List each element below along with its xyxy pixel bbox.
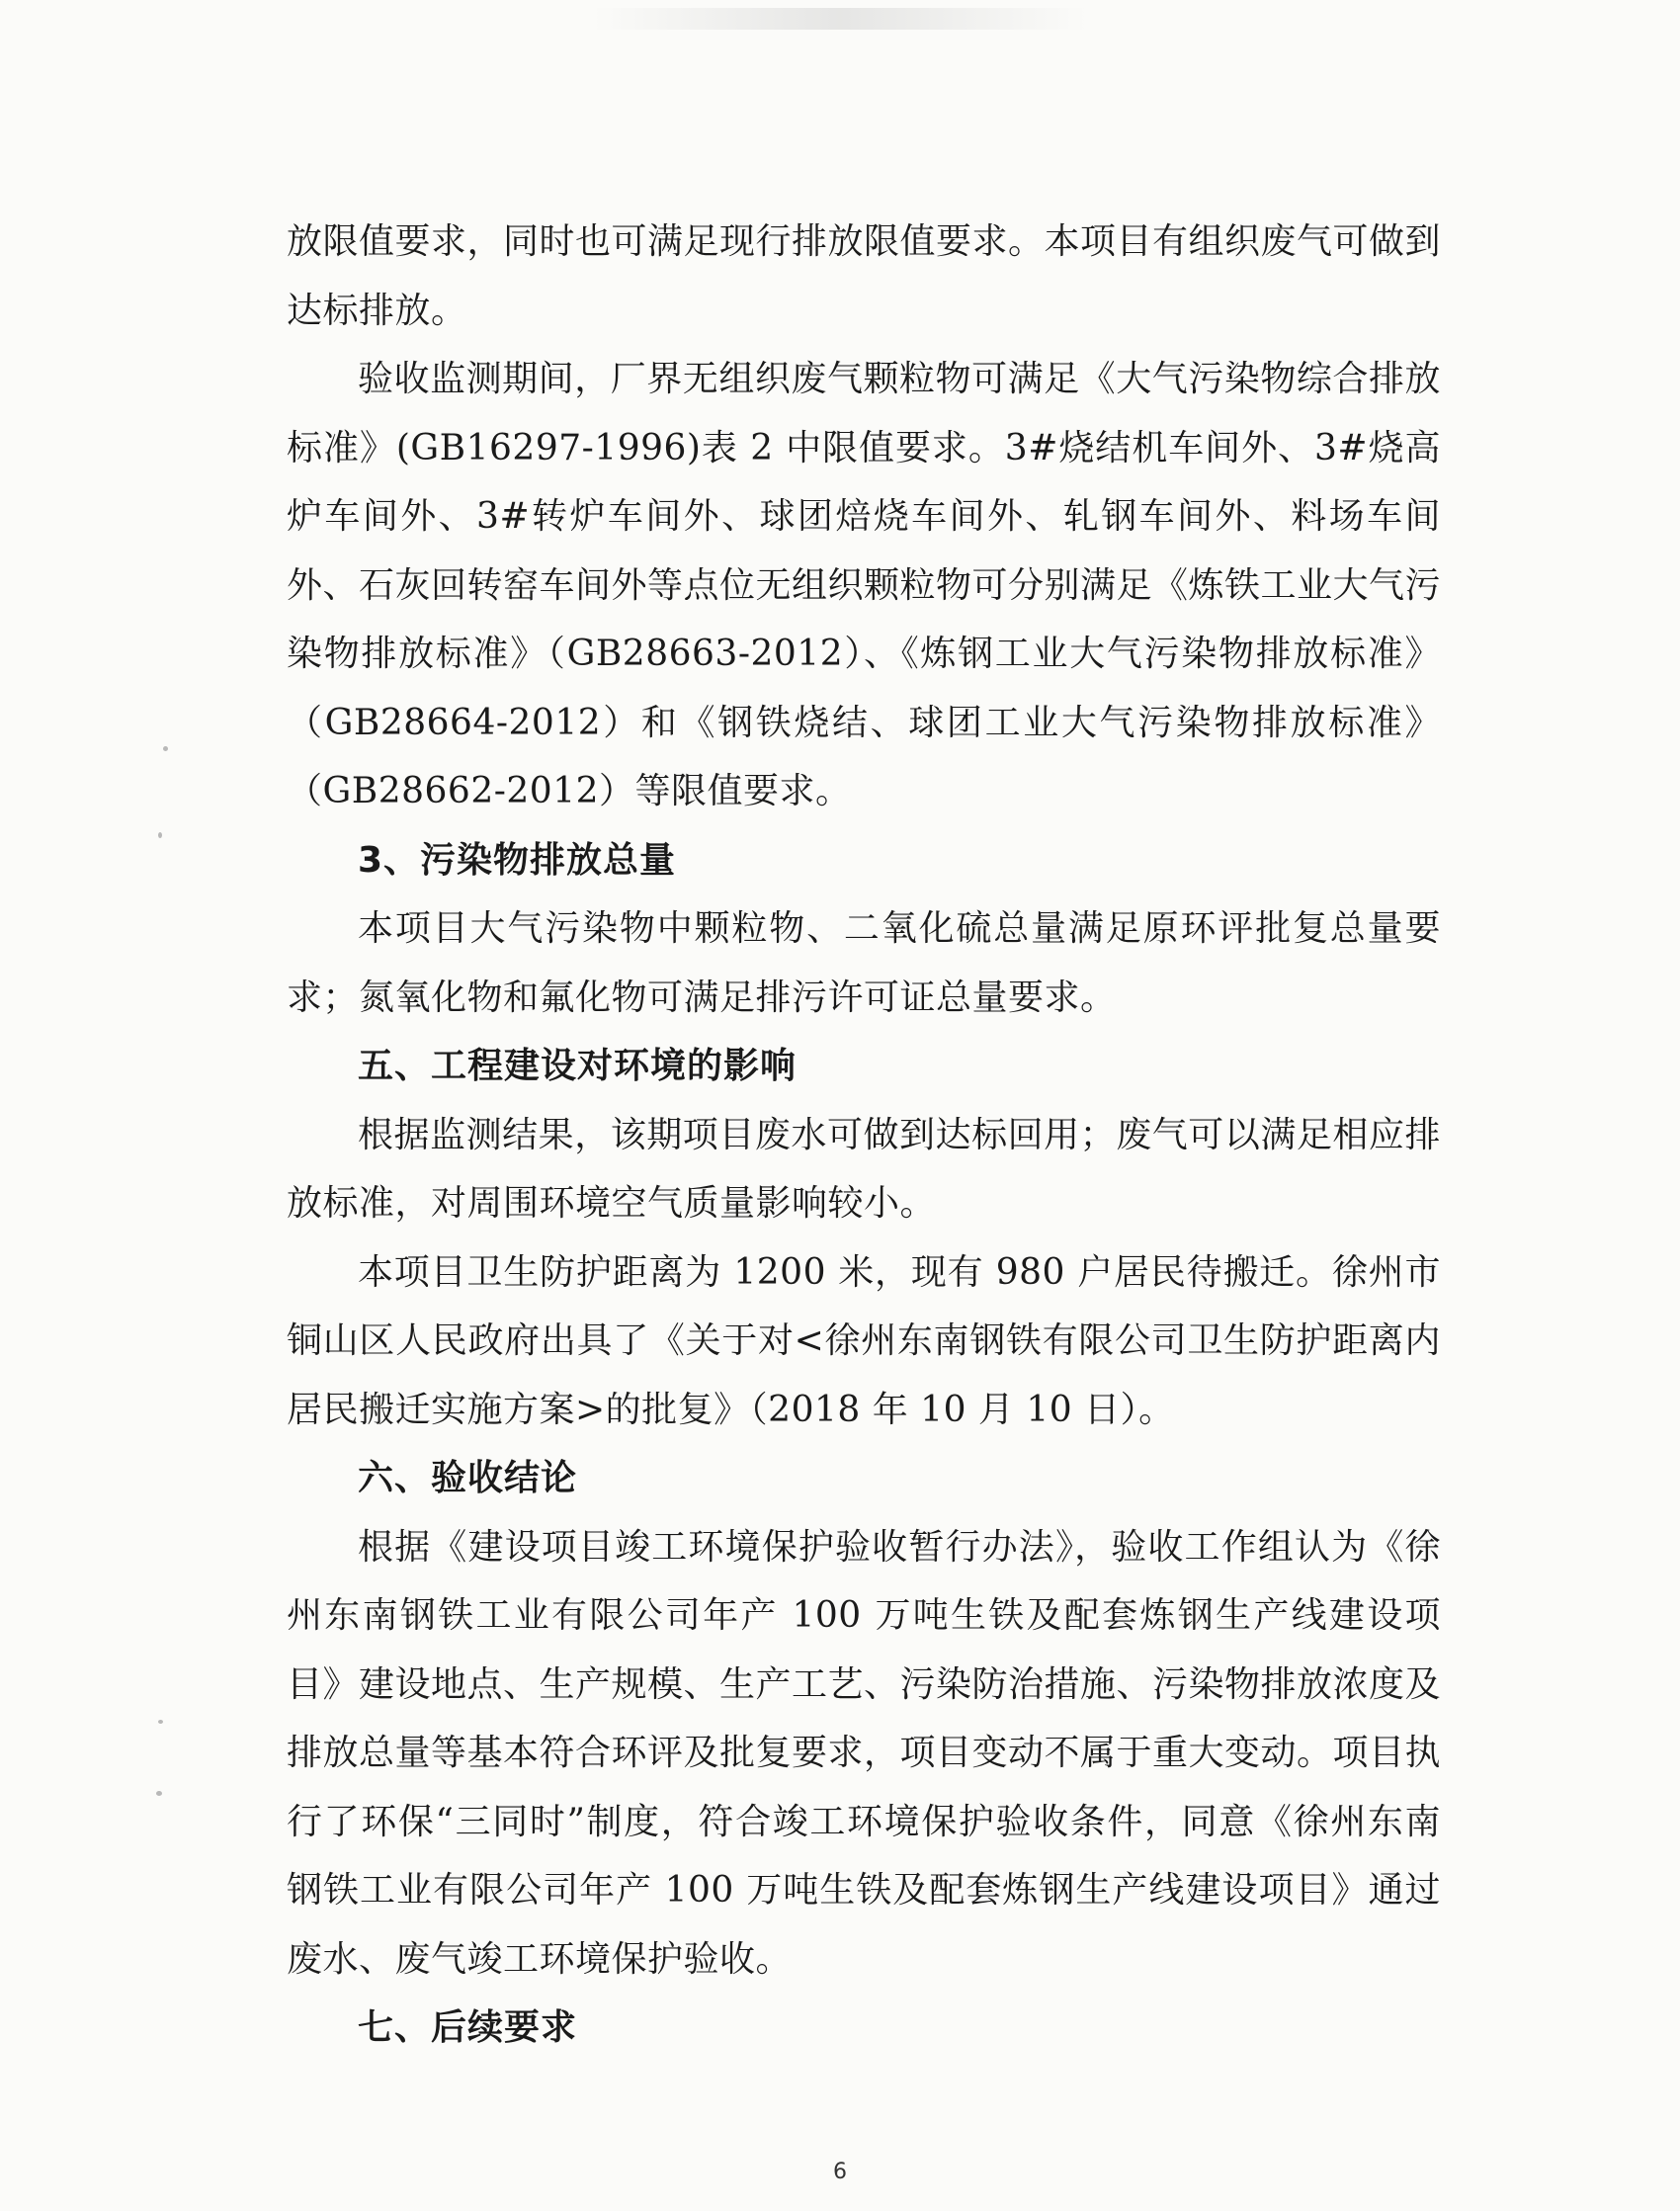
scan-dot: [158, 832, 162, 838]
section-heading-follow-up: 七、后续要求: [358, 2007, 578, 2048]
section-heading-total-emissions: 3、污染物排放总量: [358, 839, 677, 881]
paragraph-conclusion: 根据《建设项目竣工环境保护验收暂行办法》，验收工作组认为《徐州东南钢铁工业有限公司年产 100 万吨生铁及配套炼钢生产线建设项目》建设地点、生产规模、生产工艺、污染防治措施、污染物排放浓度及排放总量等基本符合环评及批复要求，项目变动不属于重大变动。项目执行了环保“三同时”制度，符合竣工环境保护验收条件，同意《徐州东南钢铁工业有限公司年产 100 万吨生铁及配套炼钢生产线建设项目》通过废水、废气竣工环境保护验收。: [287, 1526, 1442, 1980]
section-heading-environmental-impact: 五、工程建设对环境的影响: [358, 1046, 798, 1086]
paragraph-acceptance-monitoring: 验收监测期间，厂界无组织废气颗粒物可满足《大气污染物综合排放标准》(GB16297-1996)表 2 中限值要求。3#烧结机车间外、3#烧高炉车间外、3#转炉车间外、球团焙烧车间外、轧钢车间外、料场车间外、石灰回转窑车间外等点位无组织颗粒物可分别满足《炼铁工业大气污染物排放标准》（GB28663-2012）、《炼钢工业大气污染物排放标准》（GB28664-2012）和《钢铁烧结、球团工业大气污染物排放标准》（GB28662-2012）等限值要求。: [287, 359, 1442, 811]
page-number: 6: [833, 2160, 847, 2184]
scan-dot: [158, 1720, 163, 1724]
section-heading-conclusion: 六、验收结论: [358, 1458, 578, 1498]
paragraph-health-protection-distance: 本项目卫生防护距离为 1200 米，现有 980 户居民待搬迁。徐州市铜山区人民政府出具了《关于对<徐州东南钢铁有限公司卫生防护距离内居民搬迁实施方案>的批复》（2018 年 10 月 10 日）。: [287, 1251, 1441, 1430]
scan-dot: [163, 746, 168, 751]
paragraph-continuation: 放限值要求，同时也可满足现行排放限值要求。本项目有组织废气可做到达标排放。: [287, 221, 1442, 331]
paragraph-monitoring-results: 根据监测结果，该期项目废水可做到达标回用；废气可以满足相应排放标准，对周围环境空气质量影响较小。: [287, 1114, 1441, 1224]
scan-smudge: [593, 8, 1087, 30]
scan-dot: [156, 1791, 162, 1796]
paragraph-total-emissions: 本项目大气污染物中颗粒物、二氧化硫总量满足原环评批复总量要求；氮氧化物和氟化物可满足排污许可证总量要求。: [287, 908, 1441, 1018]
document-body: [287, 208, 1441, 2063]
